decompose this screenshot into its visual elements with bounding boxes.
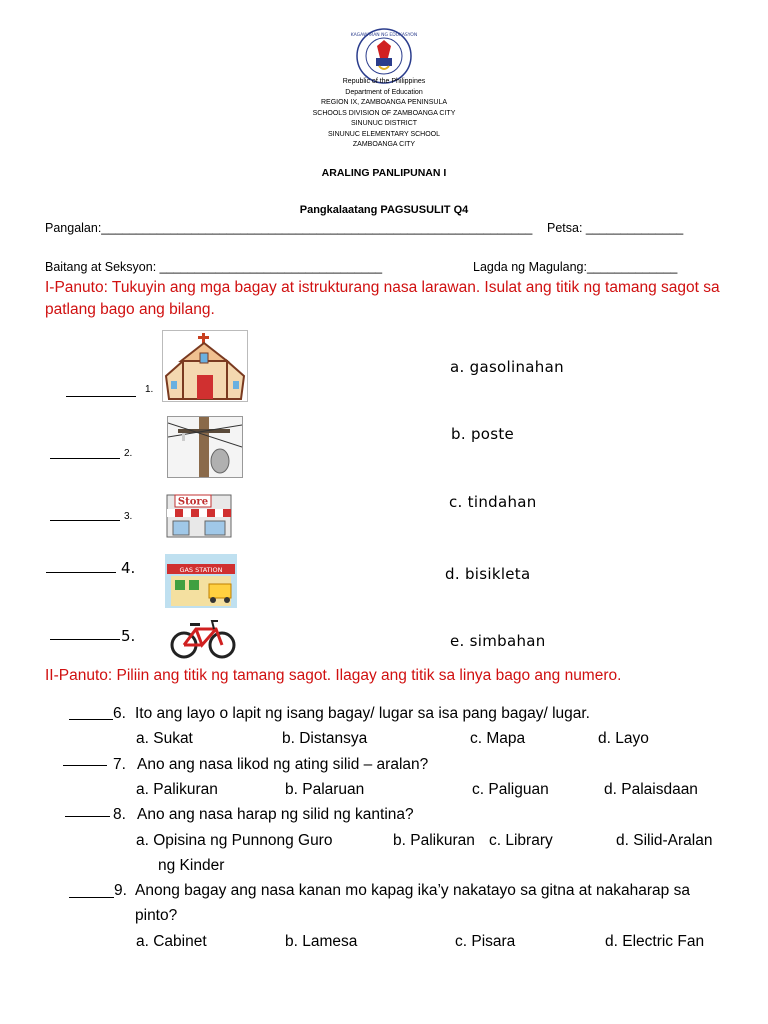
- answer-blank[interactable]: [66, 396, 136, 397]
- question-number: 6.: [113, 705, 126, 722]
- answer-blank[interactable]: [63, 765, 107, 766]
- option[interactable]: b. Lamesa: [285, 933, 358, 950]
- parent-signature-field[interactable]: Lagda ng Magulang:_____________: [473, 260, 678, 274]
- answer-blank[interactable]: [50, 458, 120, 459]
- option-continuation: ng Kinder: [158, 857, 225, 874]
- option[interactable]: a. Opisina ng Punnong Guro: [136, 832, 333, 849]
- gas-station-icon: [165, 554, 237, 608]
- option[interactable]: c. Mapa: [470, 730, 526, 747]
- seal-text: KAGAWARAN NG EDUKASYON: [350, 33, 418, 38]
- answer-blank[interactable]: [69, 719, 113, 720]
- header-block: [0, 77, 768, 151]
- question-number: 7.: [113, 756, 126, 773]
- part1-instruction: I-Panuto: Tukuyin ang mga bagay at istrukturang nasa larawan. Isulat ang titik ng tamang sagot sa patlang bago ang bilang.: [45, 279, 720, 318]
- part2-instruction: II-Panuto: Piliin ang titik ng tamang sagot. Ilagay ang titik sa linya bago ang numero.: [45, 667, 622, 684]
- item-number: 5.: [121, 627, 136, 645]
- question-text: Anong bagay ang nasa kanan mo kapag ika’y nakatayo sa gitna at nakaharap sa: [135, 882, 690, 899]
- option[interactable]: d. Palaisdaan: [604, 781, 698, 798]
- header-line: SCHOOLS DIVISION OF ZAMBOANGA CITY: [312, 109, 456, 117]
- bicycle-icon: [168, 613, 238, 663]
- option[interactable]: d. Electric Fan: [605, 933, 705, 950]
- subject-title: ARALING PANLIPUNAN I: [321, 167, 447, 179]
- choice-c: c. tindahan: [449, 493, 537, 511]
- header-line: SINUNUC ELEMENTARY SCHOOL: [327, 130, 441, 138]
- answer-blank[interactable]: [46, 572, 116, 573]
- deped-seal: [349, 28, 419, 84]
- grade-section-field[interactable]: Baitang at Seksyon: ________________________________: [45, 260, 383, 274]
- option[interactable]: d. Silid-Aralan: [616, 832, 713, 849]
- test-title: Pangkalaatang PAGSUSULIT Q4: [299, 204, 469, 216]
- option[interactable]: d. Layo: [598, 730, 649, 747]
- question-text: Ano ang nasa harap ng silid ng kantina?: [137, 806, 414, 823]
- header-line: REGION IX, ZAMBOANGA PENINSULA: [320, 99, 448, 106]
- choice-b: b. poste: [451, 425, 515, 443]
- choice-d: d. bisikleta: [445, 565, 531, 583]
- question-text: Ano ang nasa likod ng ating silid – aralan?: [137, 756, 429, 773]
- header-line: Department of Education: [345, 88, 423, 96]
- church-icon: [162, 330, 248, 402]
- header-line: Republic of the Philippines: [342, 78, 426, 85]
- date-field[interactable]: Petsa: ______________: [547, 221, 684, 235]
- header-line: SINUNUC DISTRICT: [350, 120, 418, 127]
- store-sign: Store: [177, 496, 209, 508]
- item-number: 4.: [121, 559, 136, 577]
- store-icon: [165, 493, 233, 539]
- seal-icon: [349, 28, 419, 84]
- option[interactable]: b. Palaruan: [285, 781, 365, 798]
- item-number: 2.: [124, 448, 133, 459]
- option[interactable]: c. Pisara: [455, 933, 516, 950]
- question-number: 9.: [114, 882, 127, 899]
- item-number: 1.: [145, 384, 154, 395]
- option[interactable]: c. Library: [489, 832, 553, 849]
- option[interactable]: a. Sukat: [136, 730, 193, 747]
- answer-blank[interactable]: [50, 520, 120, 521]
- question-text: Ito ang layo o lapit ng isang bagay/ lugar sa isa pang bagay/ lugar.: [135, 705, 590, 722]
- choice-a: a. gasolinahan: [450, 358, 564, 376]
- option[interactable]: a. Palikuran: [136, 781, 218, 798]
- option[interactable]: a. Cabinet: [136, 933, 207, 950]
- gas-sign: GAS STATION: [179, 566, 223, 574]
- header-line: ZAMBOANGA CITY: [352, 141, 416, 148]
- answer-blank[interactable]: [65, 816, 110, 817]
- answer-blank[interactable]: [69, 897, 114, 898]
- item-number: 3.: [124, 511, 133, 522]
- choice-e: e. simbahan: [450, 632, 546, 650]
- answer-blank[interactable]: [50, 639, 120, 640]
- option[interactable]: b. Palikuran: [393, 832, 475, 849]
- electric-post-icon: [167, 416, 243, 478]
- option[interactable]: b. Distansya: [282, 730, 368, 747]
- option[interactable]: c. Paliguan: [472, 781, 549, 798]
- question-number: 8.: [113, 806, 126, 823]
- question-continuation: pinto?: [135, 907, 178, 924]
- name-field[interactable]: Pangalan:______________________________________________________________: [45, 221, 533, 235]
